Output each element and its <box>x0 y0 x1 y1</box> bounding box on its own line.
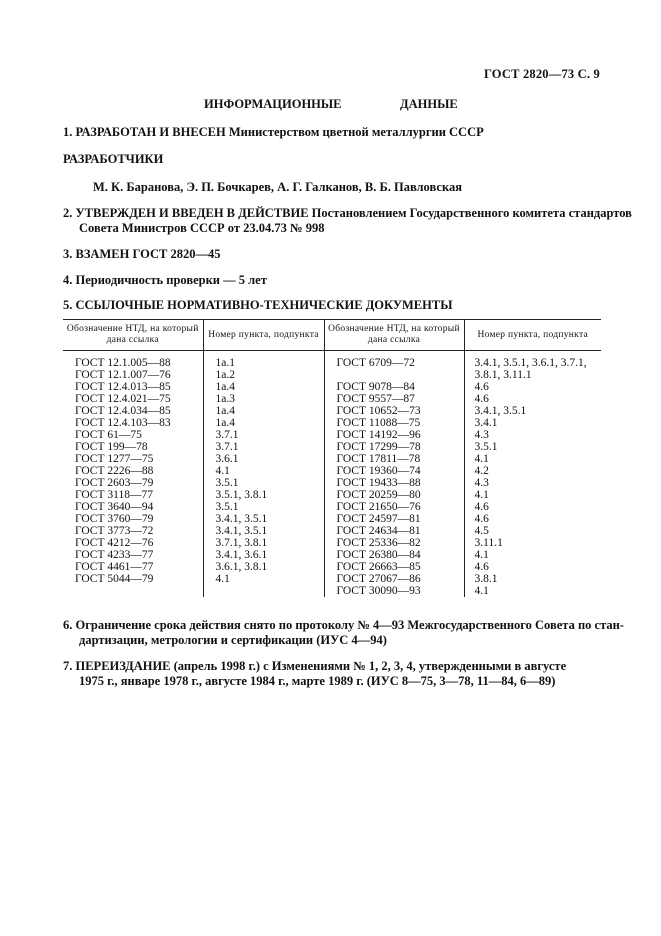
item-limitation-line-1: 6. Ограничение срока действия снято по протоколу № 4—93 Межгосударственного Совета по стан- <box>63 618 624 632</box>
references-table <box>63 319 601 597</box>
table-row <box>63 429 601 441</box>
clause-cell: 4.1 <box>474 453 489 465</box>
clause-cell: 4.3 <box>474 429 489 441</box>
ntd-cell: ГОСТ 24597—81 <box>324 513 464 525</box>
table-header-row <box>63 320 601 351</box>
header-clause-number-right: Номер пункта, подпункта <box>464 320 601 351</box>
table-row <box>63 501 601 513</box>
item-approved <box>63 206 632 236</box>
table-row <box>63 477 601 489</box>
table-row <box>63 573 601 585</box>
ntd-cell: ГОСТ 5044—79 <box>63 573 203 585</box>
item-replaces: 3. ВЗАМЕН ГОСТ 2820—45 <box>63 247 221 261</box>
clause-cell: 1а.4 <box>203 405 324 417</box>
clause-cell: 3.6.1 <box>203 453 324 465</box>
ntd-cell: ГОСТ 26380—84 <box>324 549 464 561</box>
item-limitation <box>63 618 624 648</box>
ntd-cell: ГОСТ 12.4.013—85 <box>63 381 203 393</box>
ntd-cell: ГОСТ 3760—79 <box>63 513 203 525</box>
ntd-cell: ГОСТ 19360—74 <box>324 465 464 477</box>
ntd-cell: ГОСТ 25336—82 <box>324 537 464 549</box>
clause-cell: 4.5 <box>474 525 489 537</box>
ntd-cell: ГОСТ 199—78 <box>63 441 203 453</box>
clause-cell: 3.5.1 <box>203 477 324 489</box>
item-reissue-line-2: 1975 г., январе 1978 г., августе 1984 г., марте 1989 г. (ИУС 8—75, 3—78, 11—84, 6—89) <box>79 674 556 688</box>
ntd-cell: ГОСТ 12.1.007—76 <box>63 369 203 381</box>
table-row <box>63 369 601 381</box>
clause-cell: 4.6 <box>474 393 489 405</box>
clause-cell: 3.5.1 <box>474 441 498 453</box>
clause-cell: 3.5.1 <box>203 501 324 513</box>
item-approved-line-1: 2. УТВЕРЖДЕН И ВВЕДЕН В ДЕЙСТВИЕ Постановлением Государственного комитета стандартов <box>63 206 632 220</box>
clause-cell: 4.1 <box>474 489 489 501</box>
ntd-cell: ГОСТ 6709—72 <box>324 351 464 370</box>
clause-cell: 3.4.1, 3.5.1, 3.6.1, 3.7.1, <box>474 357 587 369</box>
clause-cell: 3.11.1 <box>474 537 503 549</box>
ntd-cell: ГОСТ 30090—93 <box>324 585 464 597</box>
clause-cell: 3.4.1 <box>474 417 498 429</box>
clause-cell: 4.6 <box>474 561 489 573</box>
table-row <box>63 537 601 549</box>
header-ntd-designation-left: Обозначение НТД, на который дана ссылка <box>63 320 203 351</box>
references-heading: 5. ССЫЛОЧНЫЕ НОРМАТИВНО-ТЕХНИЧЕСКИЕ ДОКУМЕНТЫ <box>63 298 453 312</box>
clause-cell: 4.6 <box>474 381 489 393</box>
item-reissue-line-1: 7. ПЕРЕИЗДАНИЕ (апрель 1998 г.) с Изменениями № 1, 2, 3, 4, утвержденными в августе <box>63 659 567 673</box>
ntd-cell: ГОСТ 26663—85 <box>324 561 464 573</box>
clause-cell: 3.4.1, 3.5.1 <box>203 513 324 525</box>
clause-cell: 3.8.1 <box>474 573 498 585</box>
developers-heading: РАЗРАБОТЧИКИ <box>63 152 164 166</box>
table-row <box>63 525 601 537</box>
ntd-cell: ГОСТ 27067—86 <box>324 573 464 585</box>
ntd-cell: ГОСТ 3640—94 <box>63 501 203 513</box>
ntd-cell: ГОСТ 19433—88 <box>324 477 464 489</box>
clause-cell: 4.1 <box>474 585 489 597</box>
title-word-2: ДАННЫЕ <box>400 97 458 111</box>
ntd-cell: ГОСТ 11088—75 <box>324 417 464 429</box>
table-row <box>63 393 601 405</box>
ntd-cell: ГОСТ 61—75 <box>63 429 203 441</box>
clause-cell: 4.2 <box>474 465 489 477</box>
table-row <box>63 441 601 453</box>
clause-cell: 3.4.1, 3.6.1 <box>203 549 324 561</box>
clause-cell: 3.7.1, 3.8.1 <box>203 537 324 549</box>
ntd-cell: ГОСТ 9557—87 <box>324 393 464 405</box>
table-row <box>63 561 601 573</box>
clause-cell: 4.1 <box>203 465 324 477</box>
header-clause-number-left: Номер пункта, подпункта <box>203 320 324 351</box>
table-row <box>63 549 601 561</box>
clause-cell: 1а.2 <box>203 369 324 381</box>
ntd-cell: ГОСТ 14192—96 <box>324 429 464 441</box>
table-row <box>63 585 601 597</box>
table-row <box>63 417 601 429</box>
page-header: ГОСТ 2820—73 С. 9 <box>483 67 600 81</box>
ntd-cell: ГОСТ 21650—76 <box>324 501 464 513</box>
ntd-cell: ГОСТ 3118—77 <box>63 489 203 501</box>
clause-cell: 4.6 <box>474 501 489 513</box>
clause-cell: 3.6.1, 3.8.1 <box>203 561 324 573</box>
table-row <box>63 405 601 417</box>
ntd-cell: ГОСТ 12.4.021—75 <box>63 393 203 405</box>
ntd-cell: ГОСТ 12.4.103—83 <box>63 417 203 429</box>
ntd-cell: ГОСТ 4212—76 <box>63 537 203 549</box>
item-developed: 1. РАЗРАБОТАН И ВНЕСЕН Министерством цветной металлургии СССР <box>63 125 484 139</box>
ntd-cell: ГОСТ 1277—75 <box>63 453 203 465</box>
table-row <box>63 513 601 525</box>
ntd-cell: ГОСТ 9078—84 <box>324 381 464 393</box>
table-row <box>63 453 601 465</box>
clause-cell: 1а.4 <box>203 417 324 429</box>
ntd-cell: ГОСТ 24634—81 <box>324 525 464 537</box>
ntd-cell: ГОСТ 20259—80 <box>324 489 464 501</box>
ntd-cell: ГОСТ 4461—77 <box>63 561 203 573</box>
ntd-cell: ГОСТ 17299—78 <box>324 441 464 453</box>
table-row <box>63 489 601 501</box>
clause-cell: 3.4.1, 3.5.1 <box>474 405 527 417</box>
clause-cell: 3.7.1 <box>203 429 324 441</box>
clause-cell: 1а.4 <box>203 381 324 393</box>
item-limitation-line-2: дартизации, метрологии и сертификации (ИУС 4—94) <box>79 633 387 647</box>
clause-cell: 3.5.1, 3.8.1 <box>203 489 324 501</box>
ntd-cell: ГОСТ 2603—79 <box>63 477 203 489</box>
item-approved-line-2: Совета Министров СССР от 23.04.73 № 998 <box>79 221 325 235</box>
clause-cell <box>203 585 324 597</box>
ntd-cell <box>324 369 464 381</box>
clause-cell: 3.8.1, 3.11.1 <box>474 369 532 381</box>
ntd-cell: ГОСТ 17811—78 <box>324 453 464 465</box>
item-periodicity: 4. Периодичность проверки — 5 лет <box>63 273 267 287</box>
developers-names: М. К. Баранова, Э. П. Бочкарев, А. Г. Галканов, В. Б. Павловская <box>93 180 462 194</box>
item-reissue <box>63 659 566 689</box>
table-row <box>63 381 601 393</box>
clause-cell: 4.6 <box>474 513 489 525</box>
clause-cell: 1а.1 <box>203 351 324 370</box>
ntd-cell: ГОСТ 3773—72 <box>63 525 203 537</box>
ntd-cell: ГОСТ 12.1.005—88 <box>63 351 203 370</box>
clause-cell: 4.3 <box>474 477 489 489</box>
ntd-cell: ГОСТ 10652—73 <box>324 405 464 417</box>
ntd-cell <box>63 585 203 597</box>
clause-cell: 1а.3 <box>203 393 324 405</box>
header-ntd-designation-right: Обозначение НТД, на который дана ссылка <box>324 320 464 351</box>
ntd-cell: ГОСТ 12.4.034—85 <box>63 405 203 417</box>
table-row <box>63 351 601 370</box>
clause-cell: 3.7.1 <box>203 441 324 453</box>
clause-cell: 4.1 <box>474 549 489 561</box>
ntd-cell: ГОСТ 4233—77 <box>63 549 203 561</box>
clause-cell: 4.1 <box>203 573 324 585</box>
ntd-cell: ГОСТ 2226—88 <box>63 465 203 477</box>
title-word-1: ИНФОРМАЦИОННЫЕ <box>204 97 342 111</box>
table-row <box>63 465 601 477</box>
clause-cell: 3.4.1, 3.5.1 <box>203 525 324 537</box>
